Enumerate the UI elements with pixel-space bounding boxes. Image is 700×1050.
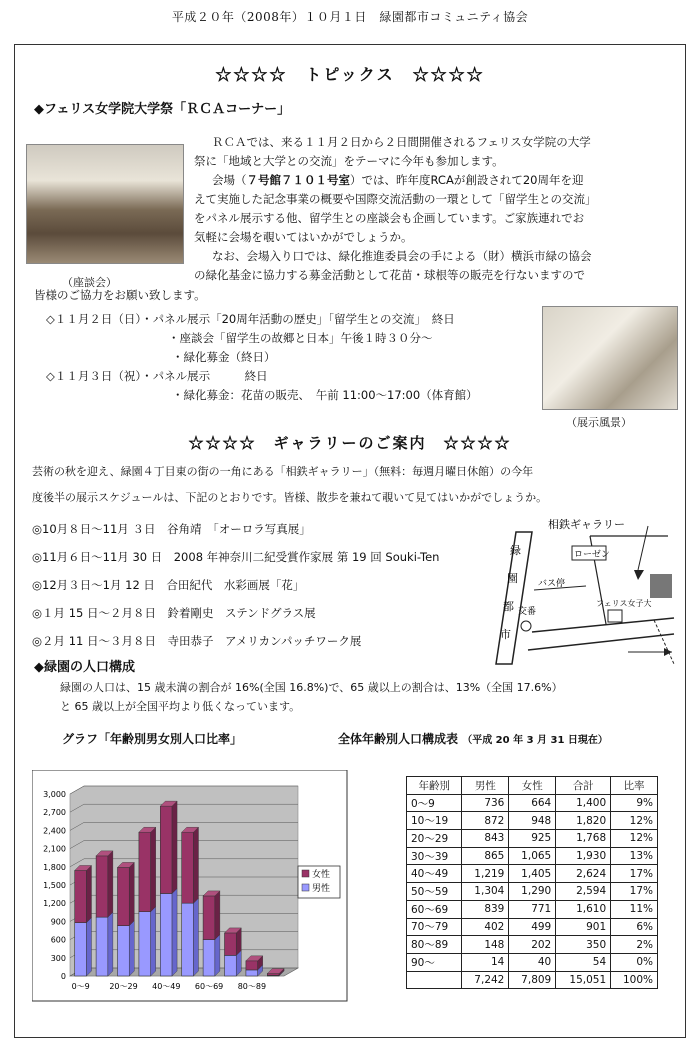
bar-male	[160, 893, 172, 976]
bar-male	[182, 903, 194, 976]
rca-line7: なお、会場入り口では、緑化推進委員会の手による（財）横浜市緑の協会	[212, 249, 592, 263]
legend-swatch	[302, 884, 309, 891]
table-cell: 1,820	[556, 812, 611, 830]
bar-male	[118, 926, 130, 976]
bar-male	[203, 940, 215, 976]
map-koban: 交番	[518, 607, 537, 617]
table-cell: 10～19	[407, 812, 462, 830]
bar-female-side	[129, 862, 134, 925]
x-tick-label: 0～9	[71, 982, 90, 991]
table-cell: 11%	[611, 900, 658, 918]
bar-female-side	[86, 865, 91, 922]
y-tick-label: 1,200	[43, 899, 66, 909]
table-row	[407, 953, 658, 971]
table-cell: 499	[509, 918, 556, 936]
x-tick-label: 60～69	[194, 982, 224, 991]
bar-female-side	[108, 851, 113, 917]
gallery-building	[650, 574, 672, 598]
table-cell: 736	[462, 794, 509, 812]
bar-female-side	[215, 891, 220, 940]
bar-male-side	[151, 907, 156, 976]
table-cell: 60～69	[407, 900, 462, 918]
x-tick-label: 40～49	[152, 982, 181, 991]
map-bus: バス停	[538, 579, 566, 589]
population-heading: ◆緑園の人口構成	[34, 660, 135, 675]
gallery-item: ◎２月 11 日～３月８日 寺田恭子 アメリカンパッチワーク展	[32, 634, 362, 648]
table-cell: 7,242	[462, 971, 509, 989]
photo-discussion	[26, 144, 184, 264]
table-cell: 402	[462, 918, 509, 936]
gallery-item: ◎１月 15 日～２月８日 鈴着剛史 ステンドグラス展	[32, 606, 316, 620]
bar-female	[246, 961, 258, 970]
table-cell: 0%	[611, 953, 658, 971]
map-street-char: 園	[507, 572, 518, 585]
gallery-map	[478, 512, 678, 672]
legend-swatch	[302, 870, 309, 877]
schedule-item: ・緑化募金（終日）	[172, 350, 276, 364]
gallery-item: ◎10月８日～11月 ３日 谷角靖 「オーロラ写真展」	[32, 522, 311, 536]
table-header: 比率	[611, 777, 658, 795]
rca-line2: 祭に「地域と大学との交流」をテーマに今年も参加します。	[194, 154, 504, 168]
population-text1: 緑園の人口は、15 歳未満の割合が 16%(全国 16.8%)で、65 歳以上の割合は、13%（全国 17.6%）	[60, 681, 563, 694]
table-cell: 1,768	[556, 830, 611, 848]
table-row	[407, 794, 658, 812]
bar-male	[246, 970, 258, 976]
bar-male-side	[108, 912, 113, 976]
table-cell: 664	[509, 794, 556, 812]
bar-male	[225, 955, 237, 976]
table-cell: 350	[556, 936, 611, 954]
table-cell: 865	[462, 847, 509, 865]
table-cell: 40～49	[407, 865, 462, 883]
y-tick-label: 2,100	[43, 844, 66, 854]
map-street-char: 市	[500, 628, 511, 641]
photo2-caption: （展示風景）	[566, 416, 632, 429]
y-tick-label: 2,700	[43, 808, 66, 818]
table-cell: 17%	[611, 865, 658, 883]
table-cell: 80～89	[407, 936, 462, 954]
bar-female	[203, 896, 215, 940]
y-tick-label: 900	[50, 917, 66, 927]
bar-male-side	[172, 888, 177, 976]
table-total-row	[407, 971, 658, 989]
table-cell: 1,930	[556, 847, 611, 865]
table-row	[407, 936, 658, 954]
table-cell	[407, 971, 462, 989]
bar-female	[96, 856, 108, 917]
table-cell: 771	[509, 900, 556, 918]
y-tick-label: 1,500	[43, 881, 66, 890]
table-cell: 2,624	[556, 865, 611, 883]
table-cell: 13%	[611, 847, 658, 865]
table-row	[407, 812, 658, 830]
table-cell: 70～79	[407, 918, 462, 936]
population-chart	[32, 770, 348, 1002]
bar-male	[75, 923, 87, 976]
table-cell: 1,219	[462, 865, 509, 883]
table-cell: 901	[556, 918, 611, 936]
rca-line6: 気軽に会場を覗いてはいかがでしょうか。	[194, 230, 413, 244]
table-row	[407, 900, 658, 918]
bar-male-side	[129, 921, 134, 976]
photo1-caption: （座談会）	[62, 276, 117, 289]
rca-line8: の緑化基金に協力する募金活動として花苗・球根等の販売を行ないますので	[194, 268, 585, 282]
map-gallery-label: 相鉄ギャラリー	[548, 518, 625, 531]
rca-line5: をパネル展示する他、留学生との座談会も企画しています。ご家族連れでお	[194, 211, 585, 225]
table-cell: 839	[462, 900, 509, 918]
rca-line4: えて実施した記念事業の概要や国際交流活動の一環として「留学生との交流」	[194, 192, 597, 206]
table-cell: 14	[462, 953, 509, 971]
y-tick-label: 2,400	[43, 826, 66, 836]
table-cell: 12%	[611, 812, 658, 830]
table-row	[407, 865, 658, 883]
table-cell: 15,051	[556, 971, 611, 989]
y-tick-label: 300	[50, 953, 66, 963]
bar-female-side	[193, 827, 198, 903]
gallery-intro2: 度後半の展示スケジュールは、下記のとおりです。皆様、散歩を兼ねて覗いて見てはいかがでしょうか。	[32, 491, 548, 504]
gallery-intro1: 芸術の秋を迎え、緑園４丁目東の街の一角にある「相鉄ギャラリー」（無料：毎週月曜日休館）の今年	[32, 465, 534, 478]
table-cell: 17%	[611, 883, 658, 901]
topics-title: ☆☆☆☆ トピックス ☆☆☆☆	[215, 65, 485, 84]
legend-label: 男性	[312, 884, 331, 894]
y-tick-label: 1,800	[43, 862, 66, 872]
table-cell: 925	[509, 830, 556, 848]
y-tick-label: 3,000	[43, 790, 66, 799]
y-tick-label: 600	[50, 935, 66, 945]
bar-male	[139, 912, 151, 976]
photo-exhibition	[542, 306, 678, 410]
table-cell: 202	[509, 936, 556, 954]
bar-female	[160, 806, 172, 893]
bar-female-side	[172, 801, 177, 893]
bar-female	[225, 933, 237, 955]
table-cell: 1,400	[556, 794, 611, 812]
bar-female	[182, 832, 194, 903]
table-cell: 100%	[611, 971, 658, 989]
schedule-item: ・座談会「留学生の故郷と日本」午後１時３０分～	[168, 331, 433, 345]
table-header: 女性	[509, 777, 556, 795]
bar-female	[139, 832, 151, 911]
table-cell: 843	[462, 830, 509, 848]
table-cell: 12%	[611, 830, 658, 848]
rca-line1: ＲＣＡでは、来る１１月２日から２日間開催されるフェリス女学院の大学	[212, 135, 591, 149]
table-cell: 7,809	[509, 971, 556, 989]
bar-female	[267, 974, 279, 976]
rca-line3: 会場（７号館７１０１号室）では、昨年度RCAが創設されて20周年を迎	[212, 173, 584, 187]
table-row	[407, 883, 658, 901]
x-tick-label: 80～89	[237, 982, 267, 991]
table-cell: 1,405	[509, 865, 556, 883]
bar-female-side	[151, 827, 156, 911]
map-street-char: 都	[503, 600, 514, 613]
graph-title: グラフ「年齢別男女別人口比率」	[62, 732, 243, 746]
population-table	[406, 776, 658, 989]
population-text2: と 65 歳以上が全国平均より低くなっています。	[60, 700, 301, 713]
schedule-item: ◇１１月３日（祝）・パネル展示 終日	[46, 369, 268, 383]
map-street-char: 緑	[510, 544, 521, 557]
table-cell: 9%	[611, 794, 658, 812]
table-cell: 50～59	[407, 883, 462, 901]
rca-line9: 皆様のご協力をお願い致します。	[34, 288, 206, 302]
table-cell: 40	[509, 953, 556, 971]
table-row	[407, 847, 658, 865]
bar-male	[96, 917, 108, 976]
rca-heading: ◆フェリス女学院大学祭「ＲＣＡコーナー」	[34, 102, 291, 117]
page-header: 平成２０年（2008年）１０月１日 緑園都市コミュニティ協会	[171, 10, 529, 24]
legend-label: 女性	[312, 870, 331, 880]
y-tick-label: 0	[60, 972, 66, 981]
map-ferris: フェリス女子大	[596, 599, 652, 608]
bar-female	[75, 870, 87, 922]
table-cell: 30～39	[407, 847, 462, 865]
gallery-item: ◎11月６日～11月 30 日 2008 年神奈川二紀受賞作家展 第 19 回 Souki-Ten	[32, 550, 440, 564]
map-lawson: ローゼン	[574, 550, 610, 560]
schedule-item: ◇１１月２日（日）・パネル展示「20周年活動の歴史」「留学生との交流」 終日	[46, 312, 455, 326]
table-title: 全体年齢別人口構成表 （平成 20 年 3 月 31 日現在）	[338, 732, 608, 746]
table-cell: 1,610	[556, 900, 611, 918]
table-cell: 1,065	[509, 847, 556, 865]
bar-female	[118, 867, 130, 925]
table-cell: 948	[509, 812, 556, 830]
table-cell: 1,290	[509, 883, 556, 901]
table-cell: 90～	[407, 953, 462, 971]
table-cell: 6%	[611, 918, 658, 936]
table-cell: 148	[462, 936, 509, 954]
gallery-item: ◎12月３日～1月 12 日 合田紀代 水彩画展「花」	[32, 578, 305, 592]
bar-male-side	[86, 918, 91, 976]
table-header: 男性	[462, 777, 509, 795]
table-row	[407, 918, 658, 936]
table-cell: 1,304	[462, 883, 509, 901]
bar-male-side	[193, 898, 198, 976]
x-tick-label: 20～29	[109, 982, 138, 991]
schedule-item: ・緑化募金：花苗の販売、 午前 11:00～17:00（体育館）	[172, 388, 478, 402]
table-header: 年齢別	[407, 777, 462, 795]
gallery-title: ☆☆☆☆ ギャラリーのご案内 ☆☆☆☆	[188, 434, 512, 452]
table-cell: 872	[462, 812, 509, 830]
table-header: 合計	[556, 777, 611, 795]
table-cell: 0～9	[407, 794, 462, 812]
table-cell: 2%	[611, 936, 658, 954]
table-row	[407, 830, 658, 848]
table-cell: 2,594	[556, 883, 611, 901]
bar-male-side	[215, 935, 220, 976]
table-cell: 54	[556, 953, 611, 971]
table-cell: 20～29	[407, 830, 462, 848]
